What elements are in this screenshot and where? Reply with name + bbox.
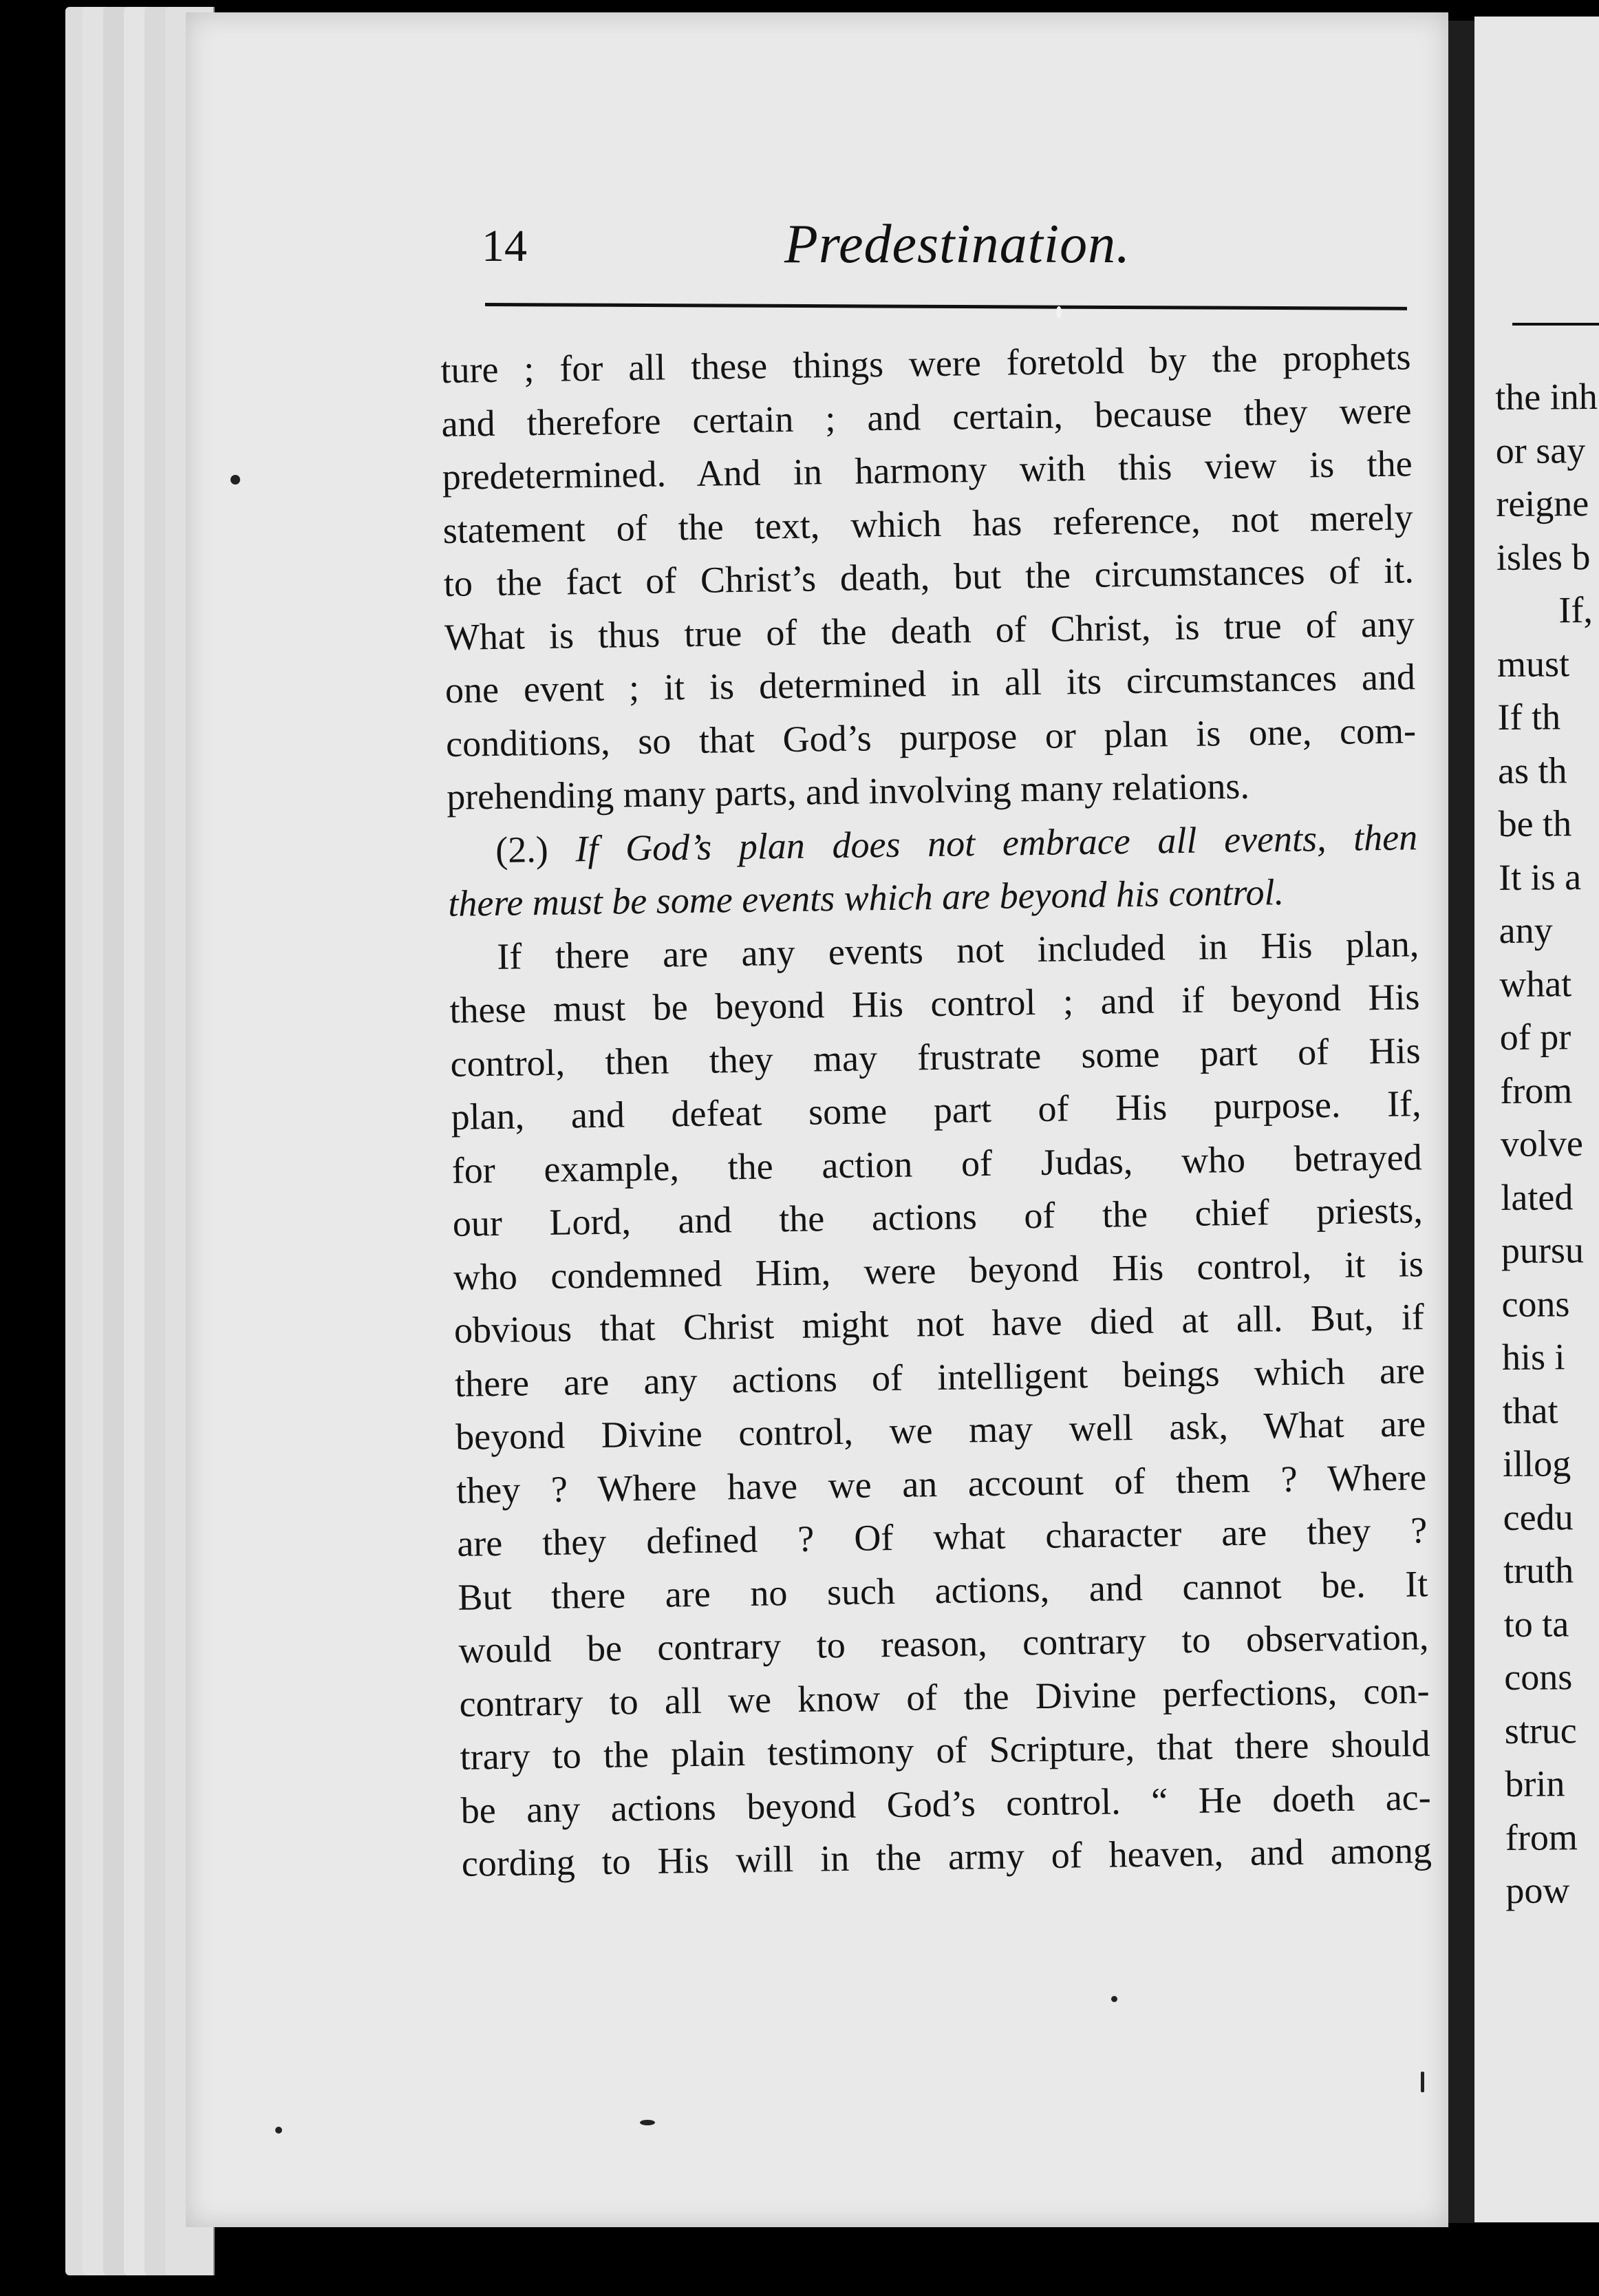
text-line: one event ; it is determined in all its circumstances and bbox=[444, 656, 1416, 711]
text-line: our Lord, and the actions of the chief priests, bbox=[452, 1189, 1424, 1244]
facing-line: must bbox=[1496, 642, 1570, 685]
scan-speck bbox=[640, 2120, 655, 2125]
facing-line: isles b bbox=[1496, 535, 1591, 578]
text-line: they ? Where have we an account of them ? Where bbox=[455, 1456, 1427, 1511]
text-line: for example, the action of Judas, who betrayed bbox=[451, 1136, 1423, 1191]
text-line: are they defined ? Of what character are they ? bbox=[456, 1509, 1428, 1564]
facing-line: his i bbox=[1501, 1336, 1565, 1378]
running-title: Predestination. bbox=[784, 214, 1131, 275]
text-line: would be contrary to reason, contrary to observation, bbox=[458, 1616, 1429, 1671]
text-line: If there are any events not included in His plan, bbox=[497, 922, 1419, 977]
facing-line: lated bbox=[1501, 1176, 1574, 1218]
text-line: ture ; for all these things were foretold by the prophets bbox=[440, 336, 1411, 391]
facing-line: If th bbox=[1497, 696, 1561, 738]
heading-number: (2.) bbox=[495, 828, 549, 871]
text-line: control, then they may frustrate some part of His bbox=[450, 1029, 1421, 1085]
text-line: be any actions beyond God’s control. “ He doeth ac- bbox=[460, 1776, 1432, 1831]
facing-line: or say bbox=[1495, 429, 1586, 471]
scan-speck bbox=[1421, 2072, 1424, 2092]
facing-line: cedu bbox=[1503, 1496, 1574, 1538]
facing-line: of pr bbox=[1499, 1016, 1571, 1058]
scan-speck bbox=[275, 2127, 282, 2134]
body-text bbox=[440, 330, 1446, 1891]
text-line: beyond Divine control, we may well ask, What are bbox=[455, 1403, 1426, 1458]
text-line: cording to His will in the army of heaven, and among bbox=[461, 1829, 1432, 1884]
text-line: these must be beyond His control ; and if beyond His bbox=[449, 976, 1420, 1031]
facing-line: If, bbox=[1558, 589, 1593, 631]
facing-line: volve bbox=[1500, 1123, 1584, 1165]
facing-line: cons bbox=[1501, 1282, 1570, 1325]
facing-page-rule bbox=[1512, 323, 1599, 326]
facing-page bbox=[1474, 17, 1599, 2222]
text-line: who condemned Him, were beyond His control, it is bbox=[453, 1242, 1424, 1298]
text-line: But there are no such actions, and cannot be. It bbox=[457, 1562, 1428, 1618]
facing-line: cons bbox=[1504, 1656, 1573, 1698]
facing-line: what bbox=[1499, 962, 1572, 1005]
text-line: trary to the plain testimony of Scripture, that there should bbox=[460, 1723, 1430, 1778]
facing-line: brin bbox=[1505, 1763, 1565, 1805]
facing-line: It is a bbox=[1498, 855, 1582, 898]
scan-speck bbox=[230, 475, 240, 485]
text-line: contrary to all we know of the Divine perfections, con- bbox=[459, 1669, 1430, 1725]
facing-line: as th bbox=[1497, 749, 1567, 791]
scan-speck bbox=[1111, 1996, 1117, 2002]
text-line: conditions, so that God’s purpose or plan is one, com- bbox=[445, 709, 1417, 765]
text-line: predetermined. And in harmony with this view is the bbox=[442, 443, 1413, 498]
text-line: statement of the text, which has reference, not merely bbox=[442, 496, 1414, 551]
facing-line: any bbox=[1499, 909, 1553, 951]
text-line: obvious that Christ might not have died at all. But, if bbox=[453, 1296, 1425, 1351]
text-line: prehending many parts, and involving many relations. bbox=[446, 765, 1250, 818]
facing-line: to ta bbox=[1503, 1602, 1569, 1645]
text-line: What is thus true of the death of Christ, is true of any bbox=[444, 602, 1415, 658]
facing-line: truth bbox=[1503, 1549, 1574, 1591]
page-header bbox=[482, 213, 1407, 289]
facing-line: that bbox=[1502, 1389, 1558, 1432]
facing-line: be th bbox=[1498, 802, 1572, 844]
facing-line: struc bbox=[1504, 1709, 1577, 1752]
facing-line: pursu bbox=[1501, 1229, 1585, 1271]
text-line: to the fact of Christ’s death, but the circumstances of it. bbox=[443, 549, 1415, 604]
facing-line: from bbox=[1500, 1069, 1573, 1112]
page-number: 14 bbox=[482, 221, 527, 271]
facing-line: the inh bbox=[1495, 375, 1598, 418]
facing-line: from bbox=[1505, 1816, 1578, 1858]
facing-line: reigne bbox=[1496, 482, 1589, 524]
scan-speck bbox=[1056, 306, 1062, 319]
facing-page-text bbox=[1495, 369, 1599, 1917]
text-line: and therefore certain ; and certain, because they were bbox=[441, 389, 1412, 445]
heading-text: If God’s plan does not embrace all events, then bbox=[575, 816, 1418, 869]
facing-line: illog bbox=[1502, 1443, 1571, 1485]
facing-line: pow bbox=[1505, 1869, 1570, 1911]
text-line: plan, and defeat some part of His purpose. If, bbox=[451, 1083, 1421, 1138]
section-heading-continued: there must be some events which are beyond his control. bbox=[447, 871, 1285, 924]
text-line: there are any actions of intelligent beings which are bbox=[454, 1349, 1426, 1405]
book-gutter bbox=[1448, 21, 1474, 2223]
